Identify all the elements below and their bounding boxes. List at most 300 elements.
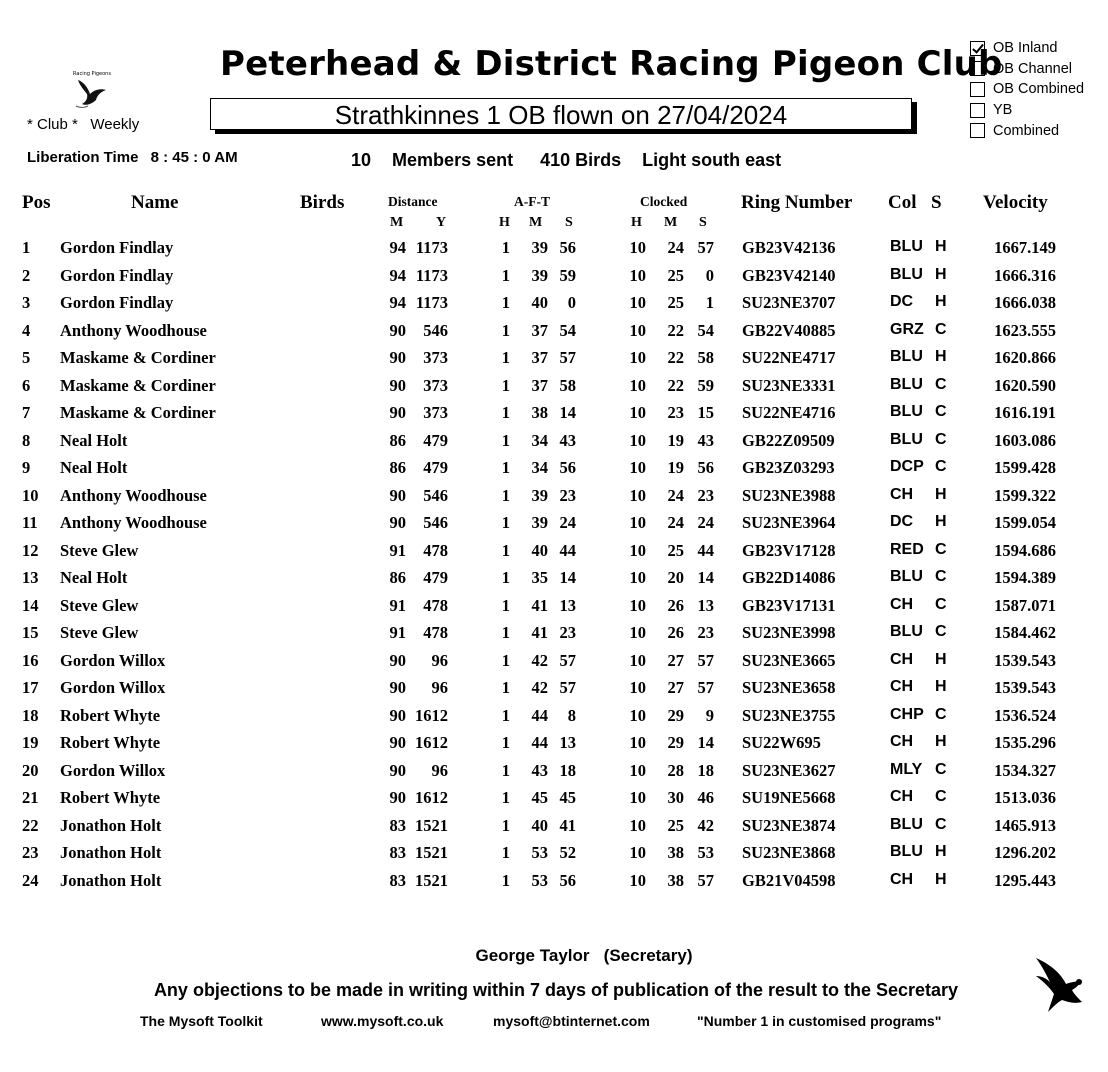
aft-minutes-cell: 39: [531, 265, 548, 285]
colour-cell: CH: [890, 788, 914, 805]
name-cell: Gordon Findlay: [60, 265, 174, 285]
aft-hours-cell: 1: [501, 293, 510, 312]
clocked-seconds-cell: 57: [697, 238, 714, 257]
distance-miles-cell: 90: [389, 678, 406, 697]
distance-yards-cell: 546: [423, 485, 448, 505]
clocked-seconds-cell: 23: [697, 623, 714, 642]
position-cell: 15: [22, 623, 39, 642]
position-cell: 11: [22, 513, 38, 532]
distance-miles-cell: 83: [389, 815, 406, 835]
clocked-seconds-cell: 58: [697, 348, 714, 367]
aft-seconds-cell: 59: [559, 265, 576, 285]
aft-hours-cell: 1: [501, 623, 510, 642]
sex-cell: C: [935, 568, 947, 585]
distance-miles-cell: 90: [389, 375, 406, 395]
distance-yards-cell: 373: [423, 375, 448, 395]
clocked-minutes-cell: 25: [667, 540, 684, 560]
aft-seconds-cell: 23: [559, 485, 576, 505]
race-subtitle: Strathkinnes 1 OB flown on 27/04/2024: [210, 98, 912, 130]
sex-cell: C: [935, 458, 947, 475]
aft-hours-cell: 1: [501, 650, 510, 670]
table-row: [0, 596, 1108, 623]
distance-yards-cell: 1612: [415, 788, 448, 807]
colour-cell: CH: [890, 485, 914, 503]
distance-yards-cell: 478: [423, 623, 448, 642]
aft-minutes-cell: 44: [531, 733, 548, 752]
aft-hours-cell: 1: [501, 430, 510, 450]
aft-hours-cell: 1: [501, 760, 510, 780]
name-cell: Robert Whyte: [60, 705, 161, 725]
col-unit-clocked-h: H: [631, 215, 642, 230]
objections-notice: Any objections to be made in writing within 7 days of publication of the result to the Secretary: [153, 980, 959, 1000]
aft-hours-cell: 1: [501, 265, 510, 285]
unchecked-box-icon[interactable]: [970, 103, 985, 118]
sex-cell: C: [935, 403, 947, 420]
aft-minutes-cell: 40: [531, 815, 548, 835]
aft-hours-cell: 1: [501, 870, 510, 890]
table-row: [0, 293, 1108, 320]
colour-cell: CH: [890, 678, 914, 695]
email-link[interactable]: mysoft@btinternet.com: [493, 1013, 650, 1029]
distance-miles-cell: 91: [389, 623, 406, 642]
aft-minutes-cell: 34: [531, 458, 548, 477]
name-cell: Gordon Findlay: [60, 293, 174, 312]
position-cell: 3: [22, 293, 31, 312]
race-type-label: OB Inland: [993, 40, 1058, 57]
clocked-minutes-cell: 22: [667, 375, 684, 395]
sex-cell: C: [935, 320, 947, 338]
position-cell: 19: [22, 733, 39, 752]
clocked-minutes-cell: 30: [667, 788, 684, 807]
aft-hours-cell: 1: [501, 788, 510, 807]
distance-miles-cell: 94: [389, 265, 406, 285]
distance-yards-cell: 373: [423, 348, 448, 367]
aft-hours-cell: 1: [501, 238, 510, 257]
ring-number-cell: GB22D14086: [742, 568, 836, 587]
distance-yards-cell: 1173: [415, 265, 448, 285]
distance-yards-cell: 1521: [415, 815, 448, 835]
aft-hours-cell: 1: [501, 815, 510, 835]
col-header-col: Col: [888, 192, 917, 213]
club-logo-icon: [70, 66, 114, 112]
velocity-cell: 1295.443: [994, 870, 1056, 890]
sex-cell: C: [935, 760, 947, 778]
clocked-seconds-cell: 1: [705, 293, 714, 312]
col-unit-clocked-s: S: [699, 215, 707, 230]
aft-hours-cell: 1: [501, 595, 510, 615]
col-unit-clocked-m: M: [664, 215, 678, 230]
col-header-name: Name: [131, 192, 179, 213]
position-cell: 2: [22, 265, 31, 285]
clocked-seconds-cell: 24: [697, 513, 714, 532]
aft-seconds-cell: 54: [559, 320, 576, 340]
clocked-minutes-cell: 22: [667, 320, 684, 340]
distance-yards-cell: 1612: [415, 705, 448, 725]
name-cell: Maskame & Cordiner: [60, 348, 216, 367]
colour-cell: BLU: [890, 430, 923, 448]
members-count: 10: [351, 150, 372, 170]
name-cell: Neal Holt: [60, 430, 128, 450]
aft-minutes-cell: 37: [531, 348, 548, 367]
distance-yards-cell: 1521: [415, 870, 448, 890]
ring-number-cell: SU23NE3707: [742, 293, 836, 312]
sex-cell: H: [935, 650, 947, 668]
sex-cell: H: [935, 870, 947, 888]
race-type-option[interactable]: [970, 59, 1084, 80]
clocked-hours-cell: 10: [629, 265, 646, 285]
members-label: Members sent: [392, 150, 514, 170]
distance-miles-cell: 90: [389, 513, 406, 532]
name-cell: Jonathon Holt: [60, 870, 162, 890]
distance-miles-cell: 91: [389, 595, 406, 615]
clocked-minutes-cell: 24: [667, 238, 684, 257]
aft-seconds-cell: 14: [559, 568, 576, 587]
aft-hours-cell: 1: [501, 513, 510, 532]
col-header-birds: Birds: [300, 192, 345, 213]
distance-yards-cell: 1521: [415, 843, 448, 862]
clocked-seconds-cell: 57: [697, 650, 714, 670]
aft-seconds-cell: 43: [559, 430, 576, 450]
table-row: [0, 651, 1108, 678]
secretary-name: George Taylor (Secretary): [475, 946, 693, 965]
distance-yards-cell: 1173: [415, 293, 448, 312]
ring-number-cell: GB23Z03293: [742, 458, 835, 477]
birds-total: 410 Birds: [540, 150, 622, 170]
velocity-cell: 1599.054: [994, 513, 1056, 532]
velocity-cell: 1584.462: [994, 623, 1056, 642]
aft-minutes-cell: 37: [531, 320, 548, 340]
clocked-hours-cell: 10: [629, 705, 646, 725]
table-row: [0, 871, 1108, 898]
table-row: [0, 486, 1108, 513]
clocked-hours-cell: 10: [629, 568, 646, 587]
aft-hours-cell: 1: [501, 568, 510, 587]
slogan: "Number 1 in customised programs": [697, 1013, 942, 1029]
clocked-seconds-cell: 42: [697, 815, 714, 835]
colour-cell: CH: [890, 595, 914, 613]
aft-minutes-cell: 34: [531, 430, 548, 450]
name-cell: Steve Glew: [60, 540, 139, 560]
ring-number-cell: SU23NE3988: [742, 485, 836, 505]
sex-cell: H: [935, 843, 947, 860]
col-header-ring: Ring Number: [741, 192, 853, 213]
table-row: [0, 623, 1108, 650]
table-row: [0, 458, 1108, 485]
clocked-hours-cell: 10: [629, 815, 646, 835]
clocked-seconds-cell: 46: [697, 788, 714, 807]
velocity-cell: 1594.389: [994, 568, 1056, 587]
name-cell: Steve Glew: [60, 623, 139, 642]
clocked-minutes-cell: 29: [667, 733, 684, 752]
distance-miles-cell: 90: [389, 320, 406, 340]
ring-number-cell: GB23V42136: [742, 238, 836, 257]
aft-seconds-cell: 45: [559, 788, 576, 807]
aft-seconds-cell: 52: [559, 843, 576, 862]
race-type-option[interactable]: [970, 120, 1084, 141]
clocked-minutes-cell: 20: [667, 568, 684, 587]
sex-cell: H: [935, 733, 947, 750]
ring-number-cell: SU23NE3874: [742, 815, 836, 835]
race-type-label: OB Combined: [993, 81, 1085, 98]
aft-minutes-cell: 39: [531, 513, 548, 532]
distance-miles-cell: 94: [389, 293, 406, 312]
clocked-seconds-cell: 23: [697, 485, 714, 505]
ring-number-cell: SU23NE3627: [742, 760, 836, 780]
aft-hours-cell: 1: [501, 458, 510, 477]
ring-number-cell: SU22NE4716: [742, 403, 836, 422]
race-type-option[interactable]: [970, 79, 1084, 100]
colour-cell: GRZ: [890, 320, 924, 338]
aft-seconds-cell: 57: [559, 650, 576, 670]
aft-minutes-cell: 41: [531, 595, 548, 615]
name-cell: Maskame & Cordiner: [60, 375, 216, 395]
distance-yards-cell: 546: [423, 513, 448, 532]
velocity-cell: 1513.036: [994, 788, 1056, 807]
aft-seconds-cell: 23: [559, 623, 576, 642]
clocked-hours-cell: 10: [629, 760, 646, 780]
sex-cell: C: [935, 430, 947, 448]
race-type-label: Combined: [993, 122, 1060, 139]
unchecked-box-icon[interactable]: [970, 82, 985, 97]
clocked-seconds-cell: 0: [705, 265, 714, 285]
race-type-option[interactable]: [970, 100, 1084, 121]
distance-yards-cell: 478: [423, 595, 448, 615]
clocked-seconds-cell: 44: [697, 540, 714, 560]
unchecked-box-icon[interactable]: [970, 123, 985, 138]
table-row: [0, 431, 1108, 458]
table-row: [0, 816, 1108, 843]
ring-number-cell: SU19NE5668: [742, 788, 836, 807]
clocked-minutes-cell: 19: [667, 458, 684, 477]
clocked-hours-cell: 10: [629, 430, 646, 450]
sex-cell: H: [935, 513, 947, 530]
liberation-value: 8 : 45 : 0 AM: [150, 149, 238, 166]
velocity-cell: 1603.086: [994, 430, 1056, 450]
ring-number-cell: SU23NE3665: [742, 650, 836, 670]
velocity-cell: 1620.590: [994, 375, 1056, 395]
ring-number-cell: GB23V17131: [742, 595, 836, 615]
name-cell: Jonathon Holt: [60, 815, 162, 835]
colour-cell: CH: [890, 870, 914, 888]
aft-hours-cell: 1: [501, 733, 510, 752]
table-row: [0, 706, 1108, 733]
table-row: [0, 348, 1108, 375]
colour-cell: BLU: [890, 815, 923, 833]
clocked-minutes-cell: 27: [667, 678, 684, 697]
aft-seconds-cell: 57: [559, 678, 576, 697]
aft-hours-cell: 1: [501, 678, 510, 697]
aft-hours-cell: 1: [501, 485, 510, 505]
race-type-label: OB Channel: [993, 60, 1072, 77]
ring-number-cell: GB23V42140: [742, 265, 836, 285]
sex-cell: H: [935, 293, 947, 310]
name-cell: Anthony Woodhouse: [60, 513, 207, 532]
distance-yards-cell: 373: [423, 403, 448, 422]
clocked-hours-cell: 10: [629, 320, 646, 340]
aft-seconds-cell: 18: [559, 760, 576, 780]
colour-cell: BLU: [890, 375, 923, 393]
clocked-hours-cell: 10: [629, 650, 646, 670]
sex-cell: H: [935, 238, 947, 255]
position-cell: 12: [22, 540, 39, 560]
aft-minutes-cell: 39: [531, 485, 548, 505]
aft-seconds-cell: 57: [559, 348, 576, 367]
colour-cell: BLU: [890, 403, 923, 420]
name-cell: Gordon Willox: [60, 678, 166, 697]
clocked-hours-cell: 10: [629, 513, 646, 532]
clocked-seconds-cell: 18: [697, 760, 714, 780]
colour-cell: CH: [890, 733, 914, 750]
name-cell: Gordon Findlay: [60, 238, 174, 257]
ring-number-cell: SU23NE3868: [742, 843, 836, 862]
colour-cell: DCP: [890, 458, 924, 475]
ring-number-cell: SU23NE3658: [742, 678, 836, 697]
position-cell: 16: [22, 650, 39, 670]
distance-yards-cell: 96: [431, 760, 448, 780]
table-row: [0, 376, 1108, 403]
position-cell: 1: [22, 238, 31, 257]
aft-minutes-cell: 43: [531, 760, 548, 780]
clocked-seconds-cell: 54: [697, 320, 714, 340]
clocked-seconds-cell: 9: [705, 705, 714, 725]
position-cell: 24: [22, 870, 39, 890]
colour-cell: BLU: [890, 623, 923, 640]
distance-miles-cell: 94: [389, 238, 406, 257]
clocked-minutes-cell: 38: [667, 843, 684, 862]
name-cell: Anthony Woodhouse: [60, 485, 207, 505]
aft-minutes-cell: 53: [531, 870, 548, 890]
sex-cell: H: [935, 265, 947, 283]
aft-minutes-cell: 53: [531, 843, 548, 862]
distance-miles-cell: 90: [389, 348, 406, 367]
table-row: [0, 568, 1108, 595]
velocity-cell: 1465.913: [994, 815, 1056, 835]
race-type-option[interactable]: [970, 38, 1084, 59]
velocity-cell: 1620.866: [994, 348, 1056, 367]
distance-yards-cell: 546: [423, 320, 448, 340]
distance-miles-cell: 90: [389, 403, 406, 422]
velocity-cell: 1599.322: [994, 485, 1056, 505]
clocked-hours-cell: 10: [629, 678, 646, 697]
colour-cell: BLU: [890, 238, 923, 255]
position-cell: 21: [22, 788, 39, 807]
clocked-minutes-cell: 19: [667, 430, 684, 450]
col-header-sex: S: [931, 192, 942, 213]
name-cell: Neal Holt: [60, 568, 128, 587]
distance-miles-cell: 90: [389, 650, 406, 670]
position-cell: 23: [22, 843, 39, 862]
clocked-hours-cell: 10: [629, 485, 646, 505]
distance-miles-cell: 90: [389, 788, 406, 807]
aft-minutes-cell: 44: [531, 705, 548, 725]
position-cell: 10: [22, 485, 39, 505]
aft-seconds-cell: 14: [559, 403, 576, 422]
aft-seconds-cell: 56: [559, 238, 576, 257]
distance-yards-cell: 96: [431, 678, 448, 697]
clocked-hours-cell: 10: [629, 870, 646, 890]
table-row: [0, 843, 1108, 870]
colour-cell: DC: [890, 293, 914, 310]
sex-cell: C: [935, 540, 947, 558]
checked-box-icon[interactable]: [970, 41, 985, 56]
col-header-velocity: Velocity: [983, 192, 1048, 213]
sex-cell: C: [935, 815, 947, 833]
distance-yards-cell: 96: [431, 650, 448, 670]
clocked-seconds-cell: 53: [697, 843, 714, 862]
ring-number-cell: SU23NE3331: [742, 375, 836, 395]
table-row: [0, 403, 1108, 430]
table-row: [0, 733, 1108, 760]
aft-hours-cell: 1: [501, 375, 510, 395]
name-cell: Anthony Woodhouse: [60, 320, 207, 340]
aft-seconds-cell: 13: [559, 733, 576, 752]
sex-cell: C: [935, 705, 947, 723]
name-cell: Jonathon Holt: [60, 843, 162, 862]
aft-seconds-cell: 13: [559, 595, 576, 615]
clocked-minutes-cell: 25: [667, 815, 684, 835]
sex-cell: H: [935, 485, 947, 503]
table-row: [0, 238, 1108, 265]
clocked-hours-cell: 10: [629, 238, 646, 257]
clocked-minutes-cell: 25: [667, 265, 684, 285]
clocked-minutes-cell: 22: [667, 348, 684, 367]
aft-minutes-cell: 42: [531, 650, 548, 670]
aft-minutes-cell: 39: [531, 238, 548, 257]
sex-cell: C: [935, 623, 947, 640]
name-cell: Gordon Willox: [60, 760, 166, 780]
sex-cell: C: [935, 595, 947, 613]
colour-cell: CH: [890, 650, 914, 668]
velocity-cell: 1623.555: [994, 320, 1056, 340]
ring-number-cell: SU23NE3755: [742, 705, 836, 725]
clocked-hours-cell: 10: [629, 595, 646, 615]
distance-miles-cell: 90: [389, 485, 406, 505]
name-cell: Gordon Willox: [60, 650, 166, 670]
colour-cell: CHP: [890, 705, 924, 723]
col-unit-aft-m: M: [529, 215, 543, 230]
position-cell: 18: [22, 705, 39, 725]
website-link[interactable]: www.mysoft.co.uk: [321, 1013, 444, 1029]
position-cell: 7: [22, 403, 31, 422]
colour-cell: BLU: [890, 265, 923, 283]
distance-yards-cell: 478: [423, 540, 448, 560]
colour-cell: BLU: [890, 843, 923, 860]
aft-hours-cell: 1: [501, 705, 510, 725]
clocked-hours-cell: 10: [629, 843, 646, 862]
aft-minutes-cell: 45: [531, 788, 548, 807]
position-cell: 22: [22, 815, 39, 835]
aft-hours-cell: 1: [501, 843, 510, 862]
liberation-time: [27, 149, 238, 166]
race-type-label: YB: [993, 102, 1013, 119]
clocked-minutes-cell: 25: [667, 293, 684, 312]
logo-caption: Racing Pigeons: [73, 71, 111, 77]
colour-cell: DC: [890, 513, 914, 530]
ring-number-cell: GB22Z09509: [742, 430, 835, 450]
col-unit-aft-s: S: [565, 215, 573, 230]
unchecked-box-icon[interactable]: [970, 61, 985, 76]
ring-number-cell: GB23V17128: [742, 540, 836, 560]
wind-conditions: Light south east: [642, 150, 782, 170]
position-cell: 9: [22, 458, 31, 477]
clocked-minutes-cell: 27: [667, 650, 684, 670]
aft-minutes-cell: 40: [531, 293, 548, 312]
clocked-hours-cell: 10: [629, 623, 646, 642]
clocked-hours-cell: 10: [629, 375, 646, 395]
distance-miles-cell: 86: [389, 568, 406, 587]
toolkit-name: The Mysoft Toolkit: [140, 1013, 263, 1029]
sex-cell: H: [935, 678, 947, 695]
